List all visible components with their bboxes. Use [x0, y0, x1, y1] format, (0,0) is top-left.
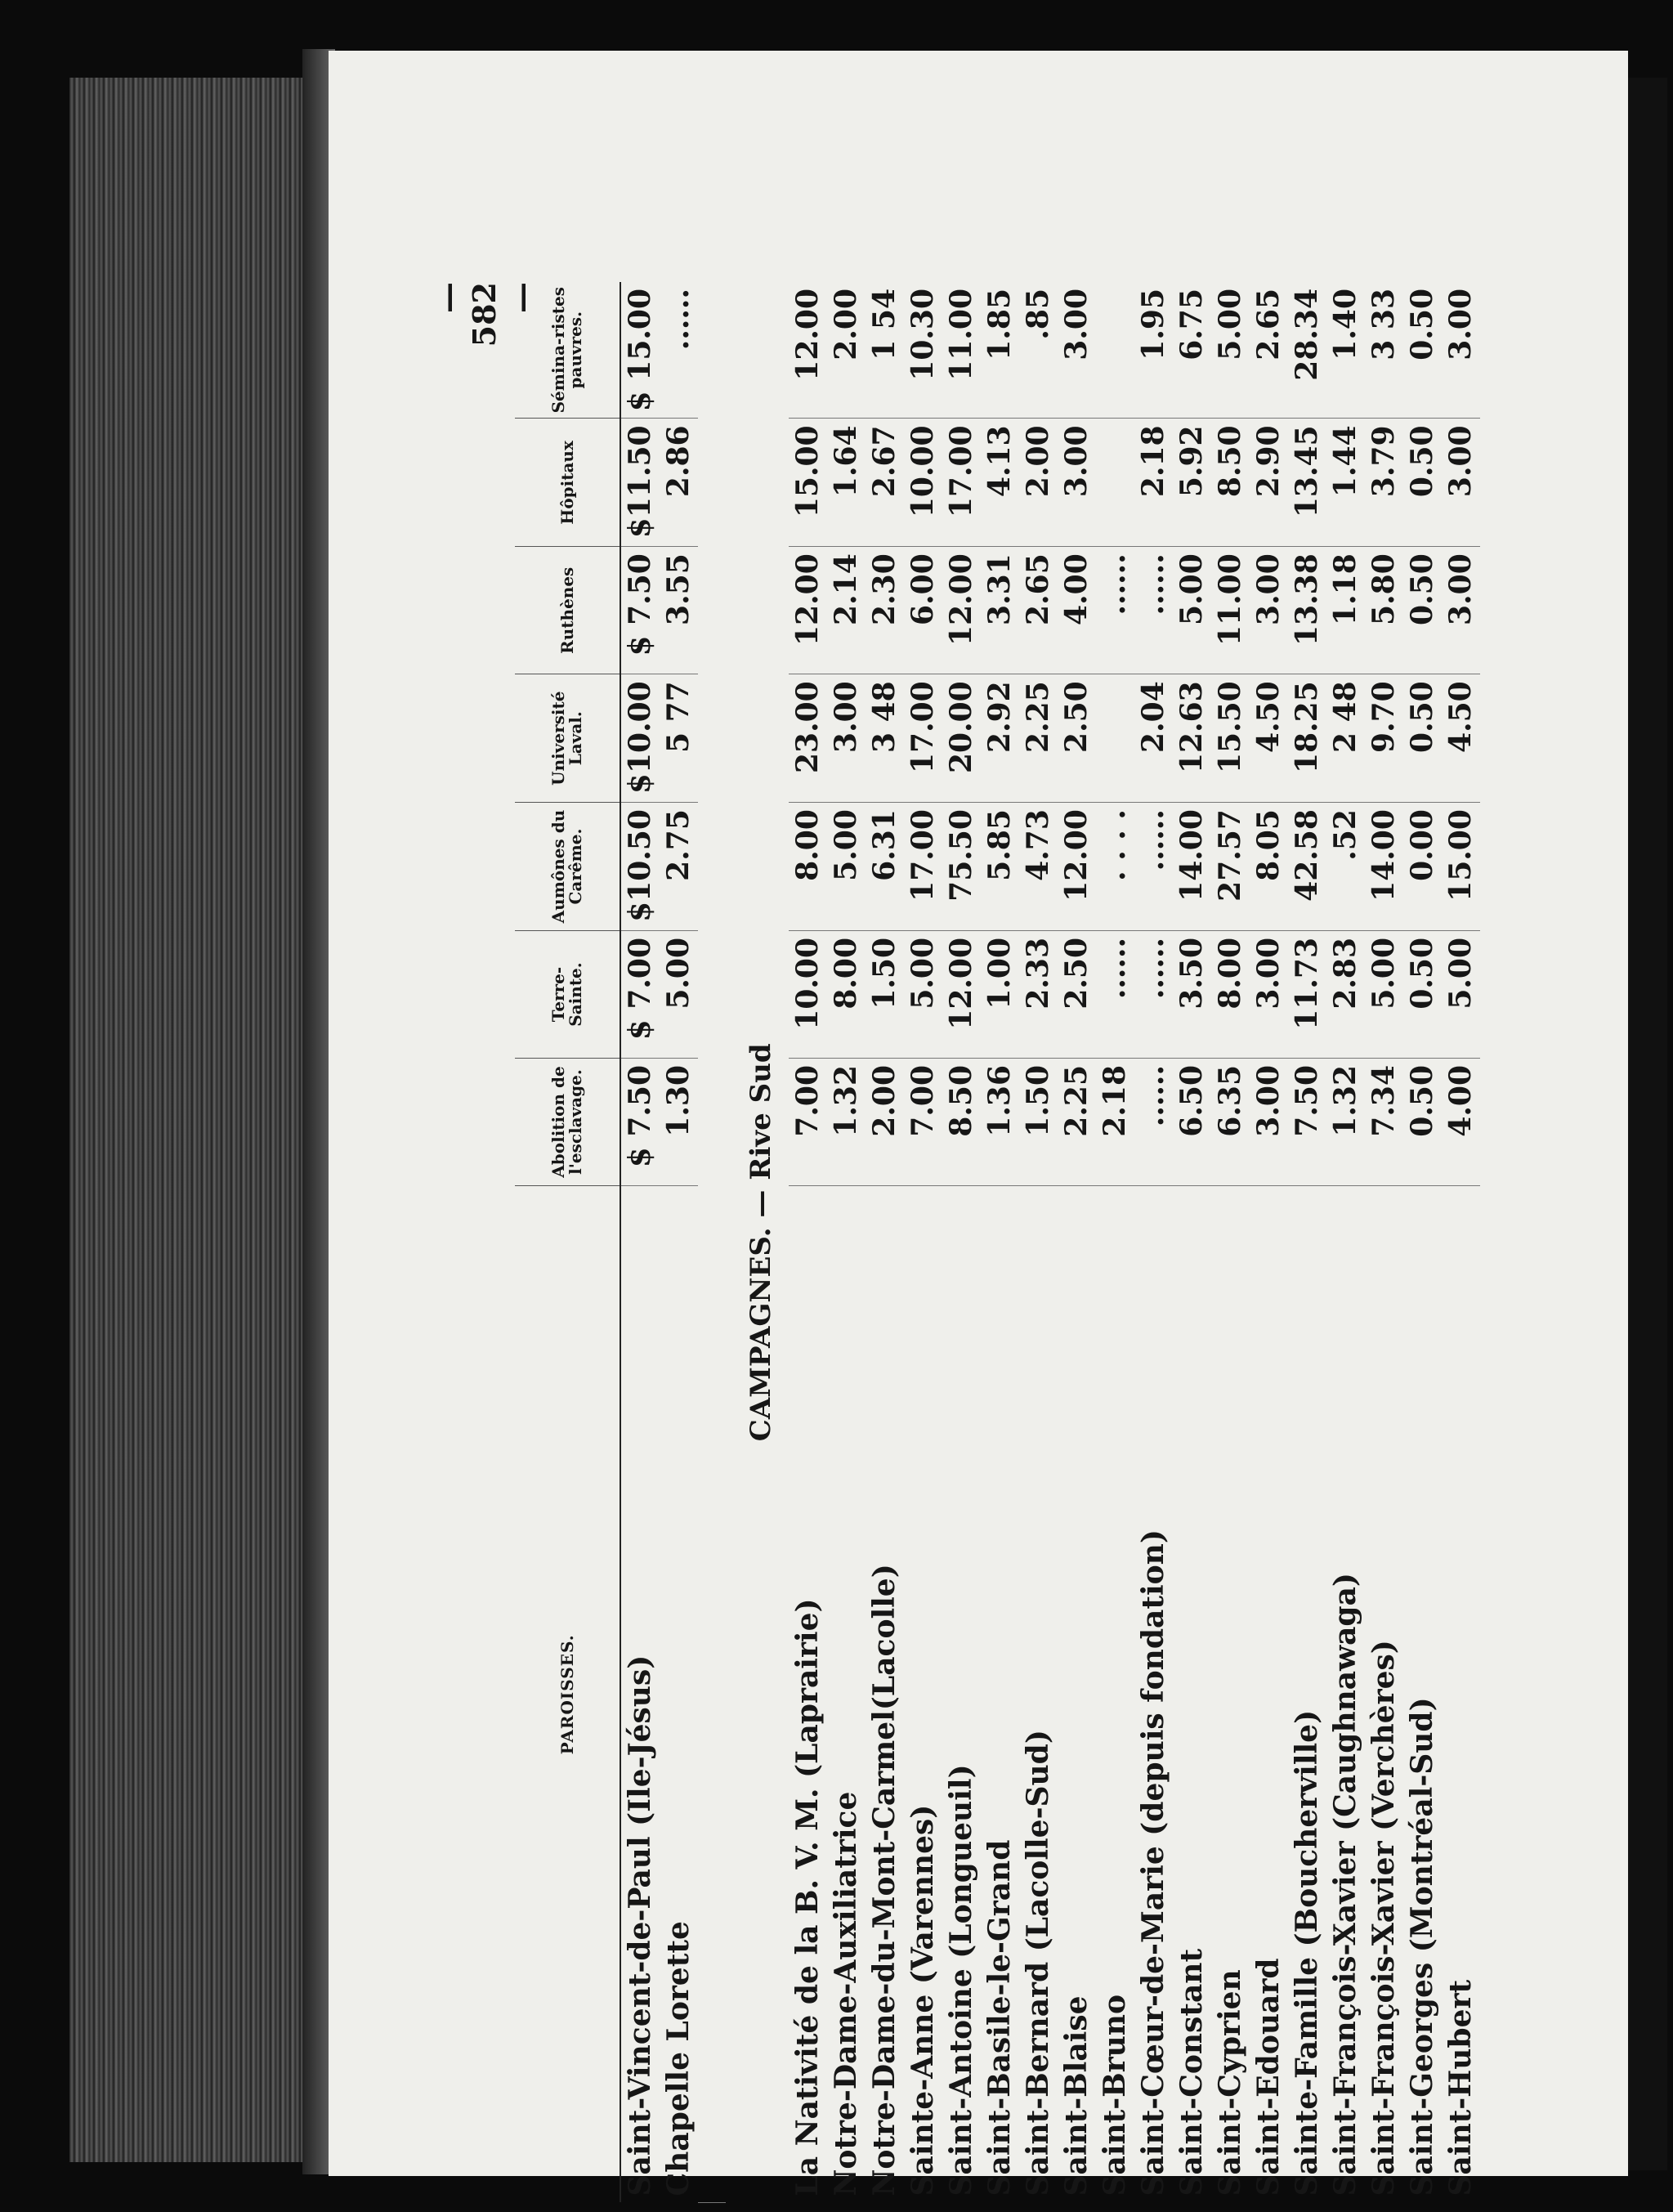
- amount-cell: 6.00: [904, 547, 942, 674]
- amount-cell: 18.25: [1288, 674, 1326, 803]
- amount-cell: 8.05: [1250, 803, 1288, 931]
- parish-name: Chapelle Lorette: [661, 1921, 696, 2196]
- parish-name: Saint-Cœur-de-Marie (depuis fondation): [1136, 1529, 1170, 2196]
- table-row: [1250, 282, 1288, 2203]
- amount-cell: 4.50: [1442, 674, 1480, 803]
- table-row: [981, 282, 1019, 2203]
- amount-cell: 0.50: [1403, 547, 1442, 674]
- table-row: [1442, 282, 1480, 2203]
- amount-cell: 1.18: [1326, 547, 1365, 674]
- table-row: [1173, 282, 1211, 2203]
- amount-cell: 2.25: [1058, 1059, 1096, 1186]
- amount-cell: .85: [1019, 282, 1058, 419]
- amount-cell: $ 15.00: [620, 282, 660, 419]
- amount-cell: 2.86: [660, 419, 698, 547]
- amount-cell: 5.80: [1365, 547, 1403, 674]
- amount-cell: 3.31: [981, 547, 1019, 674]
- amount-cell: $ 7.50: [620, 547, 660, 674]
- amount-cell: $10.00: [620, 674, 660, 803]
- col-header-seminaristes: Sémina-ristes pauvres.: [515, 282, 620, 419]
- col-header-abolition: Abolition de l'esclavage.: [515, 1059, 620, 1186]
- amount-cell: 2.18: [1134, 419, 1173, 547]
- table-row: [789, 282, 827, 2203]
- table-row: [1058, 282, 1096, 2203]
- col-header-hopitaux: Hôpitaux: [515, 419, 620, 547]
- amount-cell: 11.00: [1211, 547, 1250, 674]
- table-row: [1096, 282, 1134, 2203]
- amount-cell: 7.34: [1365, 1059, 1403, 1186]
- amount-cell: 12.00: [942, 930, 981, 1058]
- parish-name: Saint-Bernard (Lacolle-Sud): [1021, 1730, 1055, 2196]
- amount-cell: 0.50: [1403, 930, 1442, 1058]
- amount-cell: 8.50: [1211, 419, 1250, 547]
- amount-cell: 12.63: [1173, 674, 1211, 803]
- amount-cell: 2.90: [1250, 419, 1288, 547]
- amount-cell: 2.83: [1326, 930, 1365, 1058]
- amount-cell: 1.50: [866, 930, 904, 1058]
- amount-cell: 20.00: [942, 674, 981, 803]
- amount-cell: 12.00: [789, 547, 827, 674]
- amount-cell: 1.40: [1326, 282, 1365, 419]
- parish-name: Notre-Dame-Auxiliatrice: [829, 1791, 863, 2196]
- amount-cell: $10.50: [620, 803, 660, 931]
- parish-name: Saint-Edouard: [1251, 1958, 1286, 2196]
- table-row: [1288, 282, 1326, 2203]
- amount-cell: 3.00: [1250, 930, 1288, 1058]
- amount-cell: 5.00: [1442, 930, 1480, 1058]
- amount-cell: 6.31: [866, 803, 904, 931]
- amount-cell: $11.50: [620, 419, 660, 547]
- parish-name: Saint-Blaise: [1059, 1995, 1094, 2196]
- amount-cell: 13.45: [1288, 419, 1326, 547]
- amount-cell: . . . .: [1096, 803, 1134, 931]
- table-row: [904, 282, 942, 2203]
- amount-cell: 2.50: [1058, 674, 1096, 803]
- amount-cell: [1096, 419, 1134, 547]
- parish-name: Saint-Constant: [1174, 1948, 1209, 2196]
- amount-cell: 6.75: [1173, 282, 1211, 419]
- amount-cell: 11.00: [942, 282, 981, 419]
- page-number: — 582 —: [429, 282, 539, 347]
- amount-cell: ......: [1096, 930, 1134, 1058]
- amount-cell: 2.67: [866, 419, 904, 547]
- amount-cell: 2.30: [866, 547, 904, 674]
- amount-cell: 2.92: [981, 674, 1019, 803]
- amount-cell: 1.32: [827, 1059, 866, 1186]
- amount-cell: 2.00: [1019, 419, 1058, 547]
- amount-cell: 3.00: [1058, 419, 1096, 547]
- amount-cell: 3 33: [1365, 282, 1403, 419]
- amount-cell: 2 48: [1326, 674, 1365, 803]
- parish-name: Saint-Vincent-de-Paul (Ile-Jésus): [623, 1655, 657, 2196]
- rotated-page-content: [400, 282, 1659, 2203]
- amount-cell: .52: [1326, 803, 1365, 931]
- parish-name: La Nativité de la B. V. M. (Laprairie): [790, 1598, 825, 2196]
- amount-cell: 4.00: [1058, 547, 1096, 674]
- amount-cell: 0.00: [1403, 803, 1442, 931]
- table-row: [1326, 282, 1365, 2203]
- amount-cell: 3.00: [1442, 282, 1480, 419]
- amount-cell: 14.00: [1365, 803, 1403, 931]
- amount-cell: 3.00: [1250, 1059, 1288, 1186]
- parish-name: Notre-Dame-du-Mont-Carmel(Lacolle): [867, 1564, 901, 2196]
- amount-cell: 5.00: [660, 930, 698, 1058]
- amount-cell: 7.50: [1288, 1059, 1326, 1186]
- amount-cell: 27.57: [1211, 803, 1250, 931]
- table-row: [620, 282, 660, 2203]
- amount-cell: 1.00: [981, 930, 1019, 1058]
- amount-cell: 1.44: [1326, 419, 1365, 547]
- amount-cell: 23.00: [789, 674, 827, 803]
- amount-cell: ......: [1134, 547, 1173, 674]
- col-header-parishes: PAROISSES.: [515, 1186, 620, 2203]
- amount-cell: 8.00: [827, 930, 866, 1058]
- spacer-row: [698, 282, 726, 2203]
- amount-cell: 11.73: [1288, 930, 1326, 1058]
- amount-cell: $ 7.50: [620, 1059, 660, 1186]
- parish-name: Saint-Antoine (Longueuil): [944, 1764, 978, 2196]
- amount-cell: 42.58: [1288, 803, 1326, 931]
- section-heading-row: [726, 282, 789, 2203]
- amount-cell: 9.70: [1365, 674, 1403, 803]
- amount-cell: 8.00: [1211, 930, 1250, 1058]
- amount-cell: 5.85: [981, 803, 1019, 931]
- amount-cell: 1.95: [1134, 282, 1173, 419]
- amount-cell: 1.30: [660, 1059, 698, 1186]
- parish-name: Sainte-Famille (Boucherville): [1290, 1709, 1324, 2196]
- amount-cell: 3.50: [1173, 930, 1211, 1058]
- amount-cell: 75.50: [942, 803, 981, 931]
- parish-name: Saint-Hubert: [1443, 1979, 1478, 2196]
- amount-cell: 3.00: [1250, 547, 1288, 674]
- amount-cell: 5 77: [660, 674, 698, 803]
- parish-name: Saint-François-Xavier (Verchères): [1367, 1640, 1401, 2196]
- amount-cell: 2.00: [866, 1059, 904, 1186]
- book-spine-edge: [69, 78, 327, 2162]
- amount-cell: ......: [660, 282, 698, 419]
- amount-cell: ......: [1134, 1059, 1173, 1186]
- amount-cell: 2.14: [827, 547, 866, 674]
- amount-cell: 15.00: [1442, 803, 1480, 931]
- amount-cell: 5.92: [1173, 419, 1211, 547]
- amount-cell: 0.50: [1403, 674, 1442, 803]
- amount-cell: 13.38: [1288, 547, 1326, 674]
- parish-name: Saint-Basile-le-Grand: [982, 1839, 1017, 2196]
- amount-cell: ......: [1134, 930, 1173, 1058]
- amount-cell: 17.00: [942, 419, 981, 547]
- amount-cell: 1.50: [1019, 1059, 1058, 1186]
- table-row: [1365, 282, 1403, 2203]
- amount-cell: 7.00: [904, 1059, 942, 1186]
- amount-cell: 3.00: [827, 674, 866, 803]
- amount-cell: 4.13: [981, 419, 1019, 547]
- table-row: [1019, 282, 1058, 2203]
- amount-cell: 12.00: [789, 282, 827, 419]
- amount-cell: $ 7.00: [620, 930, 660, 1058]
- amount-cell: 4.73: [1019, 803, 1058, 931]
- table-body-top: [620, 282, 698, 2203]
- col-header-ruthenes: Ruthènes: [515, 547, 620, 674]
- amount-cell: 10.30: [904, 282, 942, 419]
- amount-cell: 5.00: [904, 930, 942, 1058]
- amount-cell: 2.00: [827, 282, 866, 419]
- amount-cell: 15.50: [1211, 674, 1250, 803]
- table-row: [827, 282, 866, 2203]
- table-header-row: [515, 282, 620, 2203]
- amount-cell: 0.50: [1403, 419, 1442, 547]
- amount-cell: 6.50: [1173, 1059, 1211, 1186]
- parish-name: Saint-François-Xavier (Caughnawaga): [1328, 1573, 1362, 2196]
- amount-cell: [1096, 674, 1134, 803]
- parish-name: Sainte-Anne (Varennes): [906, 1804, 940, 2196]
- table-row: [1211, 282, 1250, 2203]
- table-row: [866, 282, 904, 2203]
- amount-cell: 7.00: [789, 1059, 827, 1186]
- amount-cell: 2.65: [1019, 547, 1058, 674]
- amount-cell: [1096, 282, 1134, 419]
- amount-cell: 2.25: [1019, 674, 1058, 803]
- amount-cell: 0.50: [1403, 1059, 1442, 1186]
- amount-cell: 3.55: [660, 547, 698, 674]
- amount-cell: 17.00: [904, 803, 942, 931]
- amount-cell: 5.00: [827, 803, 866, 931]
- amount-cell: 2.75: [660, 803, 698, 931]
- amount-cell: 5.00: [1173, 547, 1211, 674]
- amount-cell: 10.00: [904, 419, 942, 547]
- amount-cell: 1 54: [866, 282, 904, 419]
- amount-cell: 17.00: [904, 674, 942, 803]
- amount-cell: 2.33: [1019, 930, 1058, 1058]
- amount-cell: 3.79: [1365, 419, 1403, 547]
- col-header-terre-sainte: Terre-Sainte.: [515, 930, 620, 1058]
- parish-name: Saint-Georges (Montréal-Sud): [1405, 1697, 1439, 2196]
- amount-cell: 6.35: [1211, 1059, 1250, 1186]
- amount-cell: 8.00: [789, 803, 827, 931]
- amount-cell: 0.50: [1403, 282, 1442, 419]
- amount-cell: 2.04: [1134, 674, 1173, 803]
- amount-cell: 12.00: [942, 547, 981, 674]
- amount-cell: 3.00: [1442, 547, 1480, 674]
- amount-cell: 12.00: [1058, 803, 1096, 931]
- amount-cell: 3 48: [866, 674, 904, 803]
- parish-name: Saint-Bruno: [1098, 1995, 1132, 2196]
- amount-cell: 14.00: [1173, 803, 1211, 931]
- parish-name: Saint-Cyprien: [1213, 1969, 1247, 2196]
- col-header-aumones: Aumônes du Carême.: [515, 803, 620, 931]
- amount-cell: 4.50: [1250, 674, 1288, 803]
- amount-cell: 4.00: [1442, 1059, 1480, 1186]
- amount-cell: 1.32: [1326, 1059, 1365, 1186]
- table-row: [660, 282, 698, 2203]
- parish-contributions-table: [515, 282, 1480, 2203]
- amount-cell: 1.36: [981, 1059, 1019, 1186]
- amount-cell: 15.00: [789, 419, 827, 547]
- amount-cell: 28.34: [1288, 282, 1326, 419]
- amount-cell: 2.18: [1096, 1059, 1134, 1186]
- amount-cell: ......: [1134, 803, 1173, 931]
- table-row: [1403, 282, 1442, 2203]
- table-row: [942, 282, 981, 2203]
- amount-cell: 5.00: [1211, 282, 1250, 419]
- amount-cell: ......: [1096, 547, 1134, 674]
- amount-cell: 2.65: [1250, 282, 1288, 419]
- table-body-section: [698, 282, 1480, 2203]
- amount-cell: 3.00: [1442, 419, 1480, 547]
- amount-cell: 3.00: [1058, 282, 1096, 419]
- section-heading: CAMPAGNES. — Rive Sud: [745, 1043, 777, 1442]
- col-header-universite: Université Laval.: [515, 674, 620, 803]
- amount-cell: 1.85: [981, 282, 1019, 419]
- amount-cell: 5.00: [1365, 930, 1403, 1058]
- amount-cell: 2.50: [1058, 930, 1096, 1058]
- amount-cell: 8.50: [942, 1059, 981, 1186]
- amount-cell: 1.64: [827, 419, 866, 547]
- table-row: [1134, 282, 1173, 2203]
- amount-cell: 10.00: [789, 930, 827, 1058]
